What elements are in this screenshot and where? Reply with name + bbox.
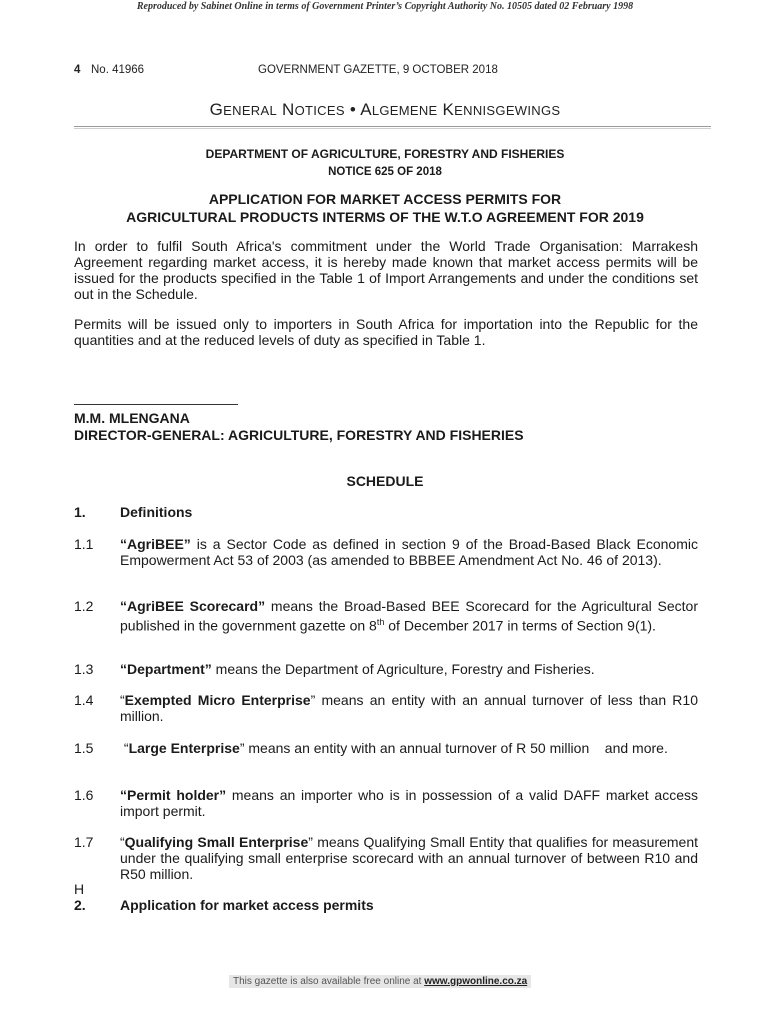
gazette-date: GOVERNMENT GAZETTE, 9 OCTOBER 2018: [258, 64, 498, 76]
definition-department: “Department” means the Department of Agriculture, Forestry and Fisheries.: [120, 661, 595, 677]
signatory-name: M.M. MLENGANA: [74, 410, 190, 426]
definition-number: 1.4: [74, 692, 94, 708]
schedule-heading: SCHEDULE: [346, 473, 424, 489]
signature-line: [74, 404, 238, 405]
definition-number: 1.6: [74, 787, 94, 803]
definition-agribee-scorecard: “AgriBEE Scorecard” means the Broad-Based BEE Scorecard for the Agricultural Sector published in the government gazette on 8th of December 2017 in terms of Section 9(1).: [120, 598, 698, 634]
footer-note: This gazette is also available free online at www.gpwonline.co.za: [229, 975, 531, 988]
title-rule-secondary: [74, 128, 711, 129]
section-1-number: 1.: [74, 504, 86, 520]
page-number: 4: [74, 64, 81, 76]
definition-number: 1.2: [74, 598, 94, 614]
section-2-title: Application for market access permits: [120, 897, 374, 913]
title-rule: [74, 126, 711, 127]
definition-number: 1.1: [74, 536, 94, 552]
definition-number: 1.7: [74, 834, 94, 850]
definition-agribee: “AgriBEE” is a Sector Code as defined in section 9 of the Broad-Based Black Economic Empowerment Act 53 of 2003 (as amended to BBBEE Amendment Act No. 46 of 2013).: [120, 536, 698, 568]
definition-exempted-micro-enterprise: “Exempted Micro Enterprise” means an entity with an annual turnover of less than R10 million.: [120, 692, 698, 724]
stray-letter: H: [74, 881, 85, 897]
issue-number: No. 41966: [91, 64, 145, 76]
signatory-title: DIRECTOR-GENERAL: AGRICULTURE, FORESTRY AND FISHERIES: [74, 427, 524, 443]
footer-link[interactable]: www.gpwonline.co.za: [424, 976, 528, 987]
definition-large-enterprise: “Large Enterprise” means an entity with an annual turnover of R 50 million and more.: [120, 740, 668, 756]
department-heading: DEPARTMENT OF AGRICULTURE, FORESTRY AND FISHERIES: [205, 147, 565, 161]
reproduction-notice: Reproduced by Sabinet Online in terms of Government Printer’s Copyright Authority No. 10505 dated 02 February 1998: [136, 1, 634, 12]
intro-paragraph: In order to fulfil South Africa's commitment under the World Trade Organisation: Marrakesh Agreement regarding market access, it is hereby made known that market access permits will be issued for the products specified in the Table 1 of Import Arrangements and under the conditions set out in the Schedule.: [74, 238, 698, 302]
notice-title: APPLICATION FOR MARKET ACCESS PERMITS FOR AGRICULTURAL PRODUCTS INTERMS OF THE W.T.O AGREEMENT FOR 2019: [126, 191, 644, 225]
section-1-title: Definitions: [120, 504, 193, 520]
definition-permit-holder: “Permit holder” means an importer who is in possession of a valid DAFF market access import permit.: [120, 787, 698, 819]
definition-qualifying-small-enterprise: “Qualifying Small Enterprise” means Qualifying Small Entity that qualifies for measurement under the qualifying small enterprise scorecard with an annual turnover of between R10 and R50 million.: [120, 834, 699, 882]
definition-number: 1.5: [74, 740, 94, 756]
permits-paragraph: Permits will be issued only to importers in South Africa for importation into the Republic for the quantities and at the reduced levels of duty as specified in Table 1.: [74, 316, 698, 348]
notice-number: NOTICE 625 OF 2018: [328, 166, 442, 178]
section-2-number: 2.: [74, 897, 86, 913]
definition-number: 1.3: [74, 661, 94, 677]
section-title: GENERAL NOTICES • ALGEMENE KENNISGEWINGS: [209, 100, 561, 119]
